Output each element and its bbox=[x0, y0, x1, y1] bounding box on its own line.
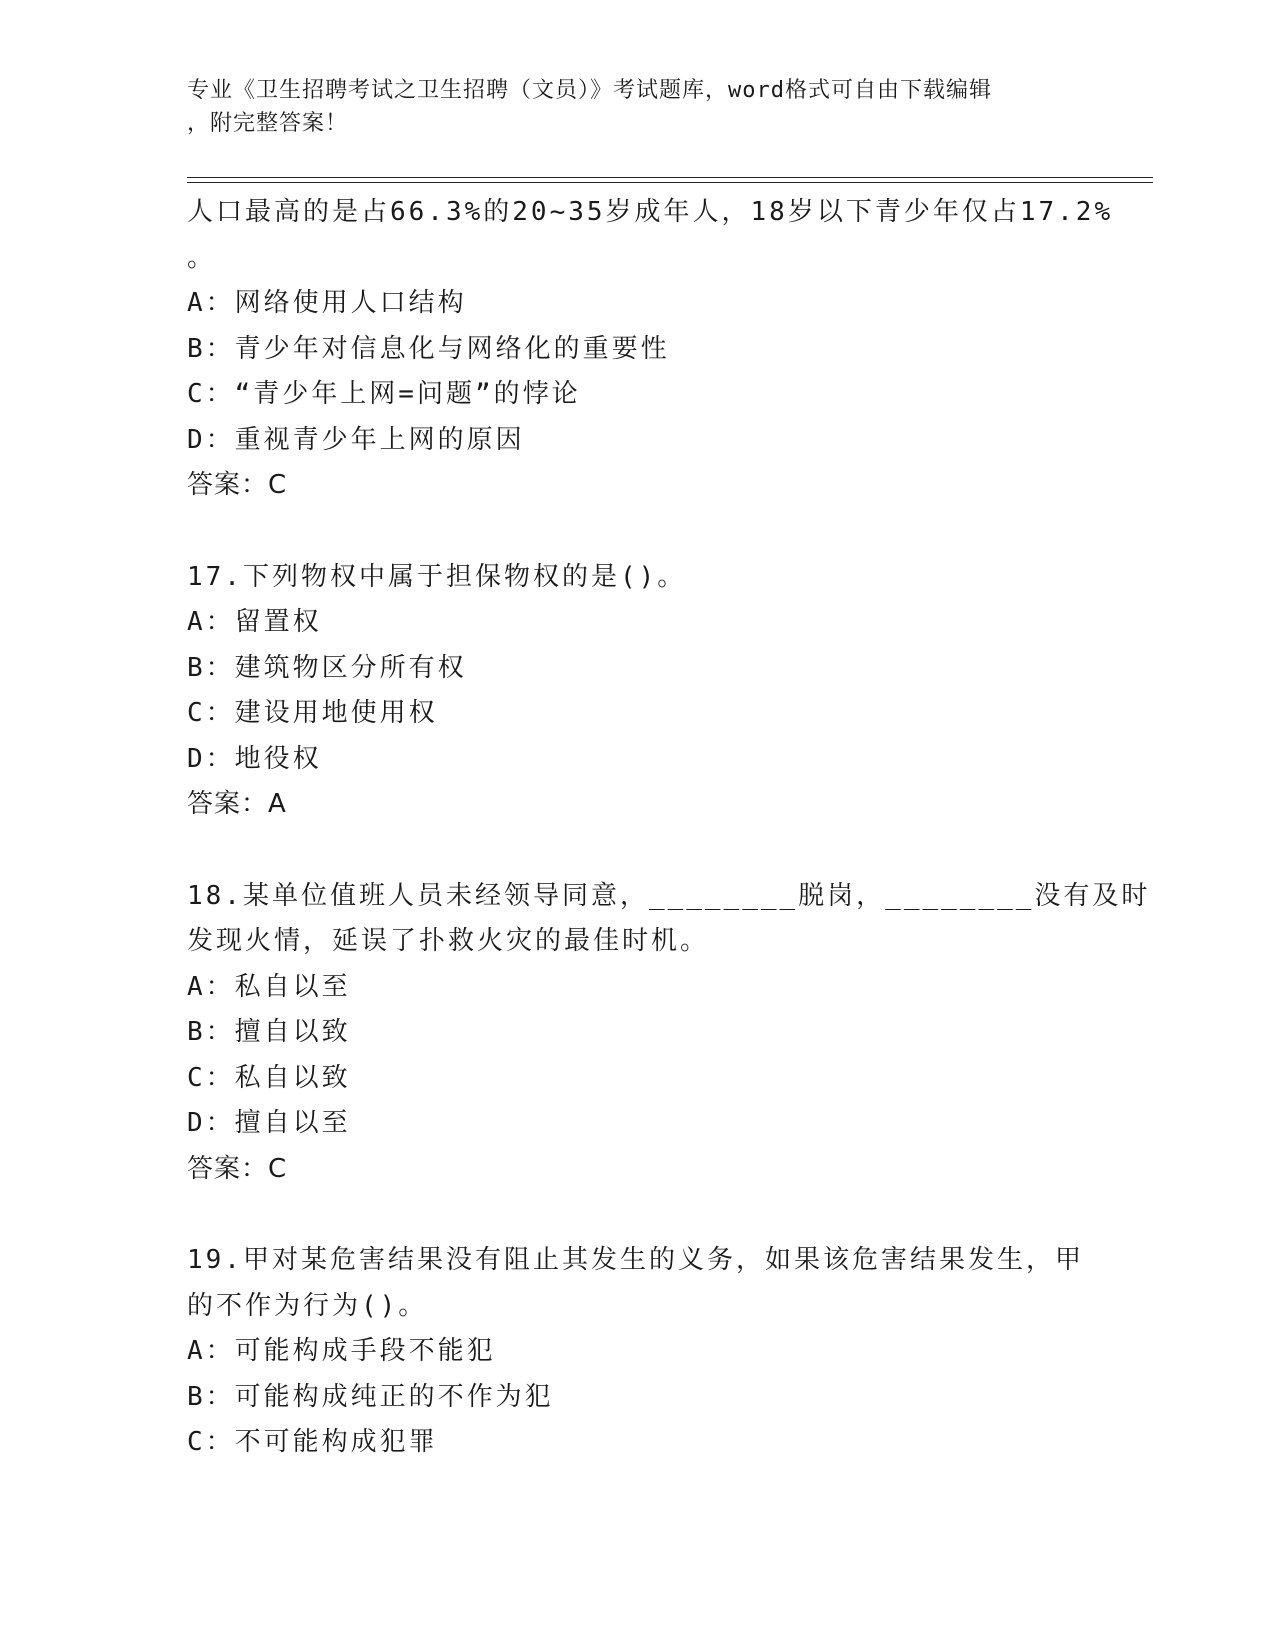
option-b: B：建筑物区分所有权 bbox=[187, 652, 467, 683]
question-stem-line: 19.甲对某危害结果没有阻止其发生的义务，如果该危害结果发生，甲 bbox=[187, 1245, 1084, 1275]
document-header bbox=[187, 74, 1067, 140]
option-c: C：私自以致 bbox=[187, 1062, 351, 1093]
question-17 bbox=[187, 555, 1087, 828]
option-c: C：建设用地使用权 bbox=[187, 698, 438, 728]
spacer bbox=[187, 828, 1087, 874]
option-a: A：私自以至 bbox=[187, 971, 351, 1002]
option-d: D：擅自以至 bbox=[187, 1108, 351, 1138]
spacer bbox=[187, 509, 1087, 555]
question-stem-line: 18.某单位值班人员未经领导同意，________脱岗，________没有及时 bbox=[187, 880, 1151, 911]
question-stem-line: 的不作为行为()。 bbox=[187, 1290, 428, 1321]
question-18 bbox=[187, 874, 1151, 1193]
option-b: B：可能构成纯正的不作为犯 bbox=[187, 1381, 554, 1412]
answer-line: 答案：C bbox=[187, 470, 288, 500]
question-16 bbox=[187, 190, 1114, 509]
option-b: B：擅自以致 bbox=[187, 1017, 351, 1047]
option-d: D：重视青少年上网的原因 bbox=[187, 424, 525, 455]
answer-line: 答案：A bbox=[187, 789, 287, 819]
header-divider-top bbox=[187, 177, 1153, 178]
question-stem-line: 17.下列物权中属于担保物权的是()。 bbox=[187, 561, 687, 592]
option-b: B：青少年对信息化与网络化的重要性 bbox=[187, 333, 670, 364]
header-line-2: ，附完整答案！ bbox=[187, 111, 349, 136]
question-list bbox=[187, 190, 1151, 1466]
question-stem-line: 人口最高的是占66.3%的20~35岁成年人，18岁以下青少年仅占17.2% bbox=[187, 197, 1114, 227]
option-d: D：地役权 bbox=[187, 743, 322, 774]
header-divider-bottom bbox=[187, 182, 1153, 183]
question-stem-line: 。 bbox=[187, 242, 217, 273]
option-a: A：可能构成手段不能犯 bbox=[187, 1336, 496, 1366]
header-line-1: 专业《卫生招聘考试之卫生招聘（文员）》考试题库，word格式可自由下载编辑 bbox=[187, 78, 992, 103]
option-a: A：网络使用人口结构 bbox=[187, 288, 467, 318]
option-a: A：留置权 bbox=[187, 607, 322, 637]
spacer bbox=[187, 1192, 1087, 1238]
question-19 bbox=[187, 1238, 1087, 1466]
option-c: C：“青少年上网=问题”的悖论 bbox=[187, 379, 581, 409]
answer-line: 答案：C bbox=[187, 1153, 288, 1184]
option-c: C：不可能构成犯罪 bbox=[187, 1427, 438, 1457]
question-stem-line: 发现火情，延误了扑救火灾的最佳时机。 bbox=[187, 926, 710, 956]
